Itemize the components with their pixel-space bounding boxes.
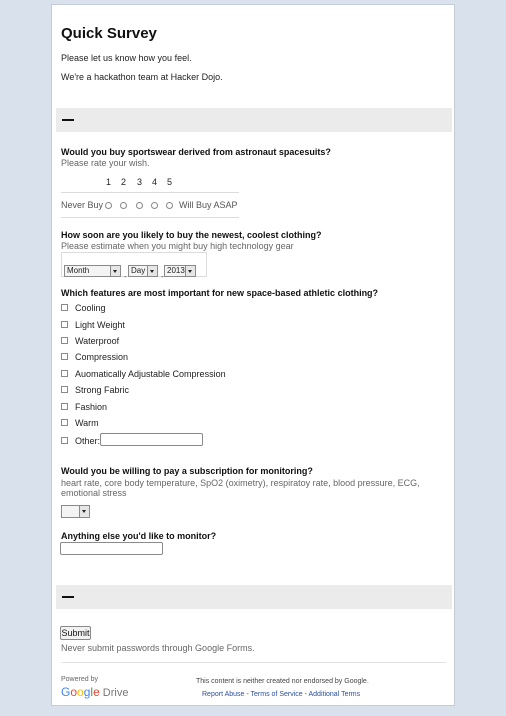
checkbox-label: Other: <box>75 436 101 446</box>
checkbox-label: Fashion <box>75 402 108 412</box>
submit-button[interactable]: Submit <box>61 628 90 638</box>
scale-high-label: Will Buy ASAP <box>179 200 238 210</box>
scale-number: 1 <box>106 177 112 187</box>
year-select-value: 2013 <box>167 266 185 275</box>
report-abuse-link[interactable]: Report Abuse <box>202 691 245 698</box>
question-help: heart rate, core body temperature, SpO2 (oximetry), respiratoy rate, blood pressure, ECG, emotional stress <box>61 478 420 498</box>
scale-number: 3 <box>137 177 143 187</box>
date-separator: - <box>161 272 164 281</box>
powered-by-label: Powered by <box>61 676 98 683</box>
checkbox-label: Auomatically Adjustable Compression <box>75 369 226 379</box>
checkbox-label: Compression <box>75 352 129 362</box>
form-title: Quick Survey <box>61 25 157 42</box>
additional-terms-link[interactable]: Additional Terms <box>308 691 361 698</box>
other-text-input[interactable] <box>100 433 203 446</box>
month-select[interactable] <box>64 265 121 277</box>
form-description-line: Please let us know how you feel. <box>61 53 192 63</box>
question-help: Please rate your wish. <box>61 158 150 168</box>
checkbox[interactable] <box>61 337 68 344</box>
chevron-down-icon <box>110 266 120 276</box>
subscription-select[interactable] <box>61 505 90 518</box>
form-card <box>51 4 455 706</box>
question-title: Anything else you'd like to monitor? <box>61 531 217 541</box>
scale-number: 5 <box>167 177 173 187</box>
checkbox[interactable] <box>61 403 68 410</box>
question-help: Please estimate when you might buy high technology gear <box>61 241 294 251</box>
drive-wordmark: Drive <box>102 687 129 699</box>
password-warning: Never submit passwords through Google Forms. <box>61 643 255 653</box>
checkbox-label: Waterproof <box>75 336 120 346</box>
scale-divider <box>61 217 239 218</box>
checkbox[interactable] <box>61 370 68 377</box>
scale-low-label: Never Buy <box>61 200 104 210</box>
chevron-down-icon <box>147 266 157 276</box>
day-select[interactable] <box>128 265 158 277</box>
footer-divider <box>61 662 446 663</box>
section-dash <box>62 596 74 598</box>
checkbox-label: Strong Fabric <box>75 385 130 395</box>
google-drive-logo[interactable] <box>61 685 128 699</box>
checkbox[interactable] <box>61 437 68 444</box>
question-title: How soon are you likely to buy the newest, coolest clothing? <box>61 230 322 240</box>
checkbox-label: Light Weight <box>75 320 125 330</box>
checkbox[interactable] <box>61 321 68 328</box>
checkbox[interactable] <box>61 386 68 393</box>
google-wordmark: Google <box>61 685 100 699</box>
section-dash <box>62 119 74 121</box>
checkbox-label: Warm <box>75 418 99 428</box>
checkbox[interactable] <box>61 419 68 426</box>
year-select[interactable] <box>164 265 196 277</box>
scale-divider <box>61 192 239 193</box>
chevron-down-icon <box>185 266 195 276</box>
section-footer <box>56 585 452 609</box>
question-title: Would you buy sportswear derived from astronaut spacesuits? <box>61 147 331 157</box>
question-title: Would you be willing to pay a subscription for monitoring? <box>61 466 313 476</box>
scale-number: 2 <box>121 177 127 187</box>
scale-radio-2[interactable] <box>120 202 127 209</box>
question-title: Which features are most important for new space-based athletic clothing? <box>61 288 379 298</box>
footer-links <box>202 691 360 698</box>
month-select-value: Month <box>67 266 90 275</box>
link-separator: - <box>302 691 309 698</box>
terms-of-service-link[interactable]: Terms of Service <box>250 691 303 698</box>
form-description-line: We're a hackathon team at Hacker Dojo. <box>61 72 223 82</box>
monitor-text-input[interactable] <box>60 542 163 555</box>
scale-radio-5[interactable] <box>166 202 173 209</box>
date-separator: - <box>124 272 127 281</box>
scale-radio-1[interactable] <box>105 202 112 209</box>
chevron-down-icon <box>79 506 89 517</box>
scale-number: 4 <box>152 177 158 187</box>
link-separator: - <box>244 691 251 698</box>
checkbox-label: Cooling <box>75 303 106 313</box>
disclaimer-text: This content is neither created nor endorsed by Google. <box>196 678 369 685</box>
scale-radio-3[interactable] <box>136 202 143 209</box>
checkbox[interactable] <box>61 353 68 360</box>
checkbox[interactable] <box>61 304 68 311</box>
section-header <box>56 108 452 132</box>
day-select-value: Day <box>131 266 146 275</box>
scale-radio-4[interactable] <box>151 202 158 209</box>
